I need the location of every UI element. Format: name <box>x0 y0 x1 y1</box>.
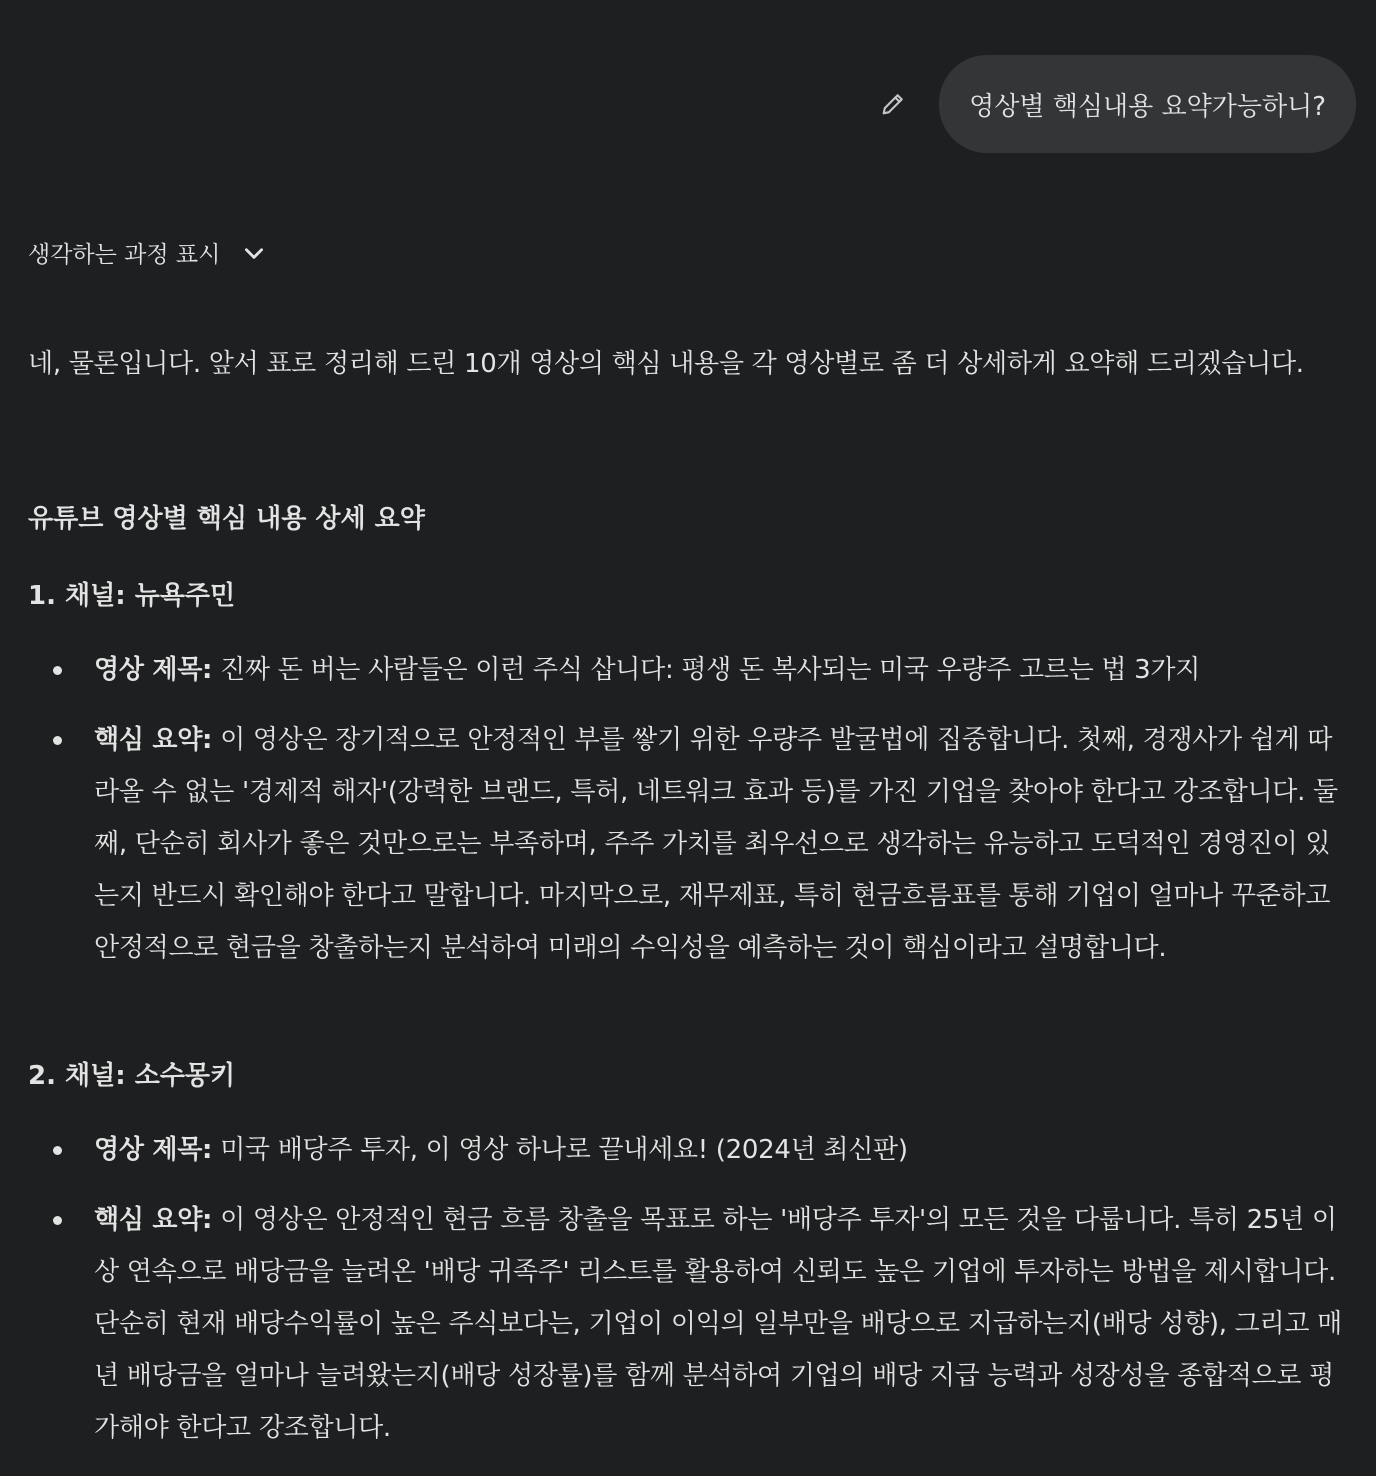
section-bullets <box>28 1124 1354 1454</box>
summary-label: 핵심 요약: <box>94 725 213 755</box>
summary-text: 이 영상은 안정적인 현금 흐름 창출을 목표로 하는 '배당주 투자'의 모든 것을 다룹니다. 특히 25년 이상 연속으로 배당금을 늘려온 '배당 귀족주' 리스트를 활용하여 신뢰도 높은 기업에 투자하는 방법을 제시합니다. 단순히 현재 배당수익률이 높은 주식보다는, 기업이 이익의 일부만을 배당으로 지급하는지(배당 성향), 그리고 매년 배당금을 얼마나 늘려왔는지(배당 성장률)를 함께 분석하여 기업의 배당 지급 능력과 성장성을 종합적으로 평가해야 한다고 강조합니다. <box>94 1205 1342 1443</box>
summary-label: 핵심 요약: <box>94 1205 213 1235</box>
model-response <box>28 338 1354 1443</box>
response-title: 유튜브 영상별 핵심 내용 상세 요약 <box>28 504 425 534</box>
section-bullets <box>28 644 1354 974</box>
user-message-bubble: 영상별 핵심내용 요약가능하니? <box>939 55 1356 153</box>
list-item <box>28 714 1354 974</box>
video-title-label: 영상 제목: <box>94 1135 213 1165</box>
section-heading: 1. 채널: 뉴욕주민 <box>28 581 236 611</box>
user-message-row <box>878 55 1356 153</box>
summary-text: 이 영상은 장기적으로 안정적인 부를 쌓기 위한 우량주 발굴법에 집중합니다. 첫째, 경쟁사가 쉽게 따라올 수 없는 '경제적 해자'(강력한 브랜드, 특허, 네트워크 효과 등)를 가진 기업을 찾아야 한다고 강조합니다. 둘째, 단순히 회사가 좋은 것만으로는 부족하며, 주주 가치를 최우선으로 생각하는 유능하고 도덕적인 경영진이 있는지 반드시 확인해야 한다고 말합니다. 마지막으로, 재무제표, 특히 현금흐름표를 통해 기업이 얼마나 꾸준하고 안정적으로 현금을 창출하는지 분석하여 미래의 수익성을 예측하는 것이 핵심이라고 설명합니다. <box>94 725 1338 963</box>
show-thinking-label: 생각하는 과정 표시 <box>28 242 221 268</box>
section-heading: 2. 채널: 소수몽키 <box>28 1061 236 1091</box>
pencil-icon[interactable] <box>878 89 908 119</box>
section-1 <box>28 578 1354 974</box>
video-title-label: 영상 제목: <box>94 655 213 685</box>
response-intro: 네, 물론입니다. 앞서 표로 정리해 드린 10개 영상의 핵심 내용을 각 영상별로 좀 더 상세하게 요약해 드리겠습니다. <box>28 349 1304 379</box>
show-thinking-toggle[interactable] <box>28 236 268 269</box>
list-item <box>28 644 1354 696</box>
list-item <box>28 1124 1354 1176</box>
chevron-down-icon <box>240 239 268 267</box>
section-2 <box>28 1058 1354 1454</box>
list-item <box>28 1194 1354 1454</box>
video-title-text: 진짜 돈 버는 사람들은 이런 주식 삽니다: 평생 돈 복사되는 미국 우량주 고르는 법 3가지 <box>220 655 1201 685</box>
video-title-text: 미국 배당주 투자, 이 영상 하나로 끝내세요! (2024년 최신판) <box>220 1135 908 1165</box>
